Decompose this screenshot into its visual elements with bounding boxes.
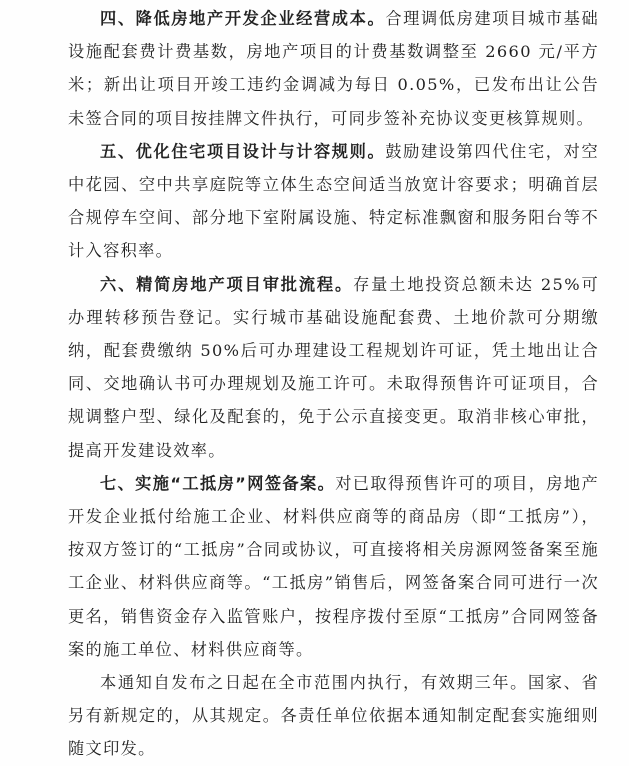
section-body: 鼓励建设第四代住宅，对空中花园、空中共享庭院等立体生态空间适当放宽计容要求；明确首层合规停车空间、部分地下室附属设施、特定标准飘窗和服务阳台等不计入容积率。 [68,141,599,261]
section-body: 对已取得预售许可的项目，房地产开发企业抵付给施工企业、材料供应商等的商品房（即“工抵房”），按双方签订的“工抵房”合同或协议，可直接将相关房源网签备案至施工企业、材料供应商等。“工抵房”销售后，网签备案合同可进行一次更名，销售资金存入监管账户，按程序拨付至原“工抵房”合同网签备案的施工单位、材料供应商等。 [68,473,599,659]
paragraph-closing [0,666,599,766]
paragraph-section-6 [0,268,599,467]
paragraph-section-7 [0,467,599,666]
closing-body: 本通知自发布之日起在全市范围内执行，有效期三年。国家、省另有新规定的，从其规定。各责任单位依据本通知制定配套实施细则随文印发。 [68,673,599,759]
section-heading: 五、优化住宅项目设计与计容规则。 [100,141,386,161]
section-heading: 七、实施“工抵房”网签备案。 [100,473,336,493]
section-body: 存量土地投资总额未达 25%可办理转移预告登记。实行城市基础设施配套费、土地价款可分期缴纳，配套费缴纳 50%后可办理建设工程规划许可证，凭土地出让合同、交地确认书可办理规划及施工许可。未取得预售许可证项目，合规调整户型、绿化及配套的，免于公示直接变更。取消非核心审批，提高开发建设效率。 [68,274,600,460]
paragraph-section-4 [0,2,599,135]
section-body: 合理调低房建项目城市基础设施配套费计费基数，房地产项目的计费基数调整至 2660 元/平方米；新出让项目开竣工违约金调减为每日 0.05%，已发布出让公告未签合同的项目按挂牌文件执行，可同步签补充协议变更核算规则。 [68,9,599,128]
section-heading: 四、降低房地产开发企业经营成本。 [100,9,386,28]
section-heading: 六、精简房地产项目审批流程。 [100,274,354,294]
paragraph-section-5 [0,135,599,268]
